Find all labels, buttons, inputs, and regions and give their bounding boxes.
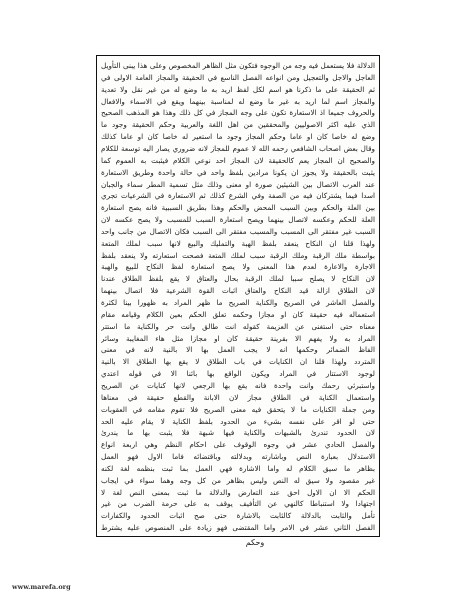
manuscript-line: اسدا فيما يشتركان فيه من الصفة وفي الشرع كذلك ثم الاستعارة في الشرعيات تجري (101, 191, 375, 201)
manuscript-line: المراد به ولا يفهم الا بقرينة حقيقة كان او مجازا مثل هاء المغايبة وسائر (101, 333, 375, 343)
manuscript-line: لان النكاح لا يصلح سببا لملك الرقبة بحال والعتاق لا يقع بلفظ الطلاق عندنا (101, 274, 375, 284)
manuscript-line: الاستدلال بعبارة النص وباشارته وبدلالته وباقتضائه فاما الاول فهو العمل (101, 452, 375, 462)
manuscript-line: السبب غير مفتقر الى المسبب والمسبب مفتقر الى السبب فكان الاتصال من جانب واحد (101, 226, 375, 236)
manuscript-line: استعماله فيه حقيقة كان او مجازا وحكمه تعلق الحكم بعين الكلام وقيامه مقام (101, 309, 375, 319)
manuscript-line: وقال بعض اصحاب الشافعي رحمه الله لا عموم للمجاز لانه ضروري يصار اليه توسعة للكلام (101, 143, 375, 153)
catchword: وحكم (245, 538, 265, 547)
manuscript-line: بين العلة والحكم وبين السبب المحض والحكم وهذا بطريق السببية فانه يصح استعارة (101, 203, 375, 213)
manuscript-line: معناه حتى استغنى عن العزيمة كقوله انت طالق وانت حر والكناية ما استتر (101, 321, 375, 331)
manuscript-line: الفصل الثاني عشر في الامر واما المقتضى فهو زيادة على المنصوص عليه يشترط (101, 523, 375, 533)
manuscript-line: الفاظ الضمائر وحكمها انه لا يجب العمل بها الا بالنية لانه في معنى (101, 345, 375, 355)
manuscript-line: غير مقصود ولا سيق له النص وليس بظاهر من كل وجه وهما سواء في ايجاب (101, 475, 375, 485)
manuscript-line: ومن جملة الكنايات ما لا يتحقق فيه معنى الصريح فلا تقوم مقامه في العقوبات (101, 404, 375, 414)
manuscript-line: والحروف جميعا اذ الاستعارة تكون على وجه المجاز في كل ذلك وهذا هو المذهب الصحيح (101, 108, 375, 118)
manuscript-line: لان الحدود تندرئ بالشبهات والكناية فيها شبهة فلا يثبت بها ما يندرئ (101, 428, 375, 438)
manuscript-line: العلة للحكم وعكسه لاتصال بينهما ويصح استعارة السبب للمسبب ولا يصح عكسه لان (101, 215, 375, 225)
manuscript-line: الاجارة والاعارة لعدم هذا المعنى ولا يصح استعارة لفظ النكاح للبيع والهبة (101, 262, 375, 272)
manuscript-line: الذي عليه اكثر الاصوليين والمحققين من اهل اللغة والعربية وحكم الحقيقة وجود ما (101, 120, 375, 130)
manuscript-text-block (101, 60, 375, 532)
manuscript-line: واستعمال الكناية في الطلاق مجاز لان الابانة والقطع حقيقة في معناها (101, 392, 375, 402)
manuscript-line: بظاهر ما سيق الكلام له واما الاشارة فهي العمل بما ثبت بنظمه لغة لكنه (101, 463, 375, 473)
manuscript-line: يثبت بالحقيقة ولا يجوز ان يكونا مرادين بلفظ واحد في حالة واحدة وطريق الاستعارة (101, 167, 375, 177)
manuscript-line: حتى لو اقر على نفسه بشيء من الحدود بلفظ الكناية لا يقام عليه الحد (101, 416, 375, 426)
manuscript-line: والصحيح ان المجاز يعم كالحقيقة لان المجاز احد نوعي الكلام فيثبت به العموم كما (101, 155, 375, 165)
manuscript-line: والفصل الحادي عشر في وجوه الوقوف على احكام النظم وهي اربعة انواع (101, 440, 375, 450)
manuscript-line: العاجل والاجل والتعجيل ومن انواعه الفصل الناسع في الحقيقة والمجاز العامة الاولى في (101, 72, 375, 82)
manuscript-line: الدلالة فلا يستعمل فيه وجه من الوجوه فتكون مثل الظاهر المخصوص وعلى هذا يبنى التأويل (101, 61, 375, 70)
manuscript-line: الحكم الا ان الاول احق عند التعارض والدلالة ما ثبت بمعنى النص لغة لا (101, 487, 375, 497)
manuscript-line: لان الطلاق ازالة قيد النكاح والعتاق اثبات القوة الشرعية فلا اتصال بينهما (101, 286, 375, 296)
manuscript-line: والفصل العاشر في الصريح والكناية الصريح ما ظهر المراد به ظهورا بينا لكثرة (101, 298, 375, 307)
manuscript-line: والمجاز اسم لما اريد به غير ما وضع له لمناسبة بينهما ويقع في الاسماء والافعال (101, 96, 375, 106)
manuscript-line: واستبرئي رحمك وانت واحدة فانه يقع بها الرجعي لانها كنايات عن الصريح (101, 380, 375, 390)
manuscript-page (96, 55, 380, 537)
manuscript-line: بواسطة ملك الرقبة وملك الرقبة سبب لملك المتعة فصحت استعارته ولا ينعقد بلفظ (101, 250, 375, 260)
manuscript-line: لوجود الاستتار في المراد ويكون الواقع بها بائنا الا في قوله اعتدي (101, 369, 375, 379)
manuscript-line: ولهذا قلنا ان النكاح ينعقد بلفظ الهبة والتمليك والبيع لانها سبب لملك المتعة (101, 238, 375, 248)
manuscript-line: وضع له خاصا كان او عاما وحكم المجاز وجود ما استعير له خاصا كان او عاما كذلك (101, 132, 375, 142)
manuscript-line: اجتهادا ولا استنباطا كالنهي عن التأفيف يوقف به على حرمة الضرب من غير (101, 499, 375, 509)
source-url: www.marefa.org (12, 583, 71, 591)
manuscript-line: ثم الحقيقة على ما ذكرنا هو اسم لكل لفظ اريد به ما وضع له من غير نقل ولا تعدية (101, 84, 375, 94)
manuscript-line: المتردد ولهذا قلنا ان الكنايات في باب الطلاق لا يقع بها الطلاق الا بالنية (101, 357, 375, 367)
manuscript-line: عند العرب الاتصال بين الشيئين صورة او معنى وذلك مثل تسمية المطر سماء والجبان (101, 179, 375, 189)
manuscript-line: تأمل والثابت بالدلالة كالثابت بالاشارة حتى صح اثبات الحدود والكفارات (101, 511, 375, 521)
